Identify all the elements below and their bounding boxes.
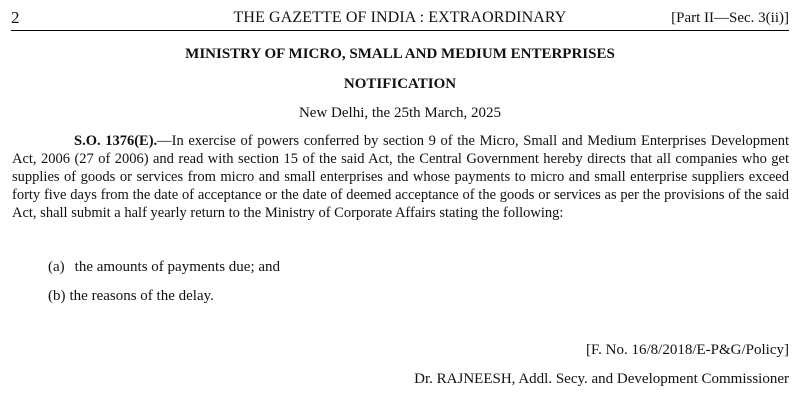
place-date: New Delhi, the 25th March, 2025 [298,105,502,121]
list-item-marker: (b) [48,288,66,304]
page-number: 2 [11,8,20,27]
gazette-title: THE GAZETTE OF INDIA : EXTRAORDINARY [233,9,567,26]
gazette-header [11,4,789,31]
notification-text: —In exercise of powers conferred by section 9 of the Micro, Small and Medium Enterprises Development Act, 2006 (27 of 2006) and read with section 15 of the said Act, the Central Government hereby directs that all companies who get supplies of goods or services from micro and small enterprises and whose payments to micro and small enterprise suppliers exceed forty five days from the date of acceptance or the date of deemed acceptance of the goods or services as per the provisions of the said Act, shall submit a half yearly return to the Ministry of Corporate Affairs stating the following: [12,133,790,221]
part-section: [Part II—Sec. 3(ii)] [671,10,789,26]
list-item-text: the reasons of the delay. [69,288,214,304]
list-item-text: the amounts of payments due; and [74,259,281,275]
notification-heading: NOTIFICATION [343,76,457,92]
order-number: S.O. 1376(E). [74,133,158,149]
file-number: [F. No. 16/8/2018/E-P&G/Policy] [586,342,789,358]
list-item [48,257,280,277]
notification-body [12,132,789,222]
list-item-marker: (a) [48,259,65,275]
list-item [48,286,214,306]
signatory: Dr. RAJNEESH, Addl. Secy. and Development Commissioner [414,371,789,387]
ministry-heading: MINISTRY OF MICRO, SMALL AND MEDIUM ENTERPRISES [185,46,615,62]
